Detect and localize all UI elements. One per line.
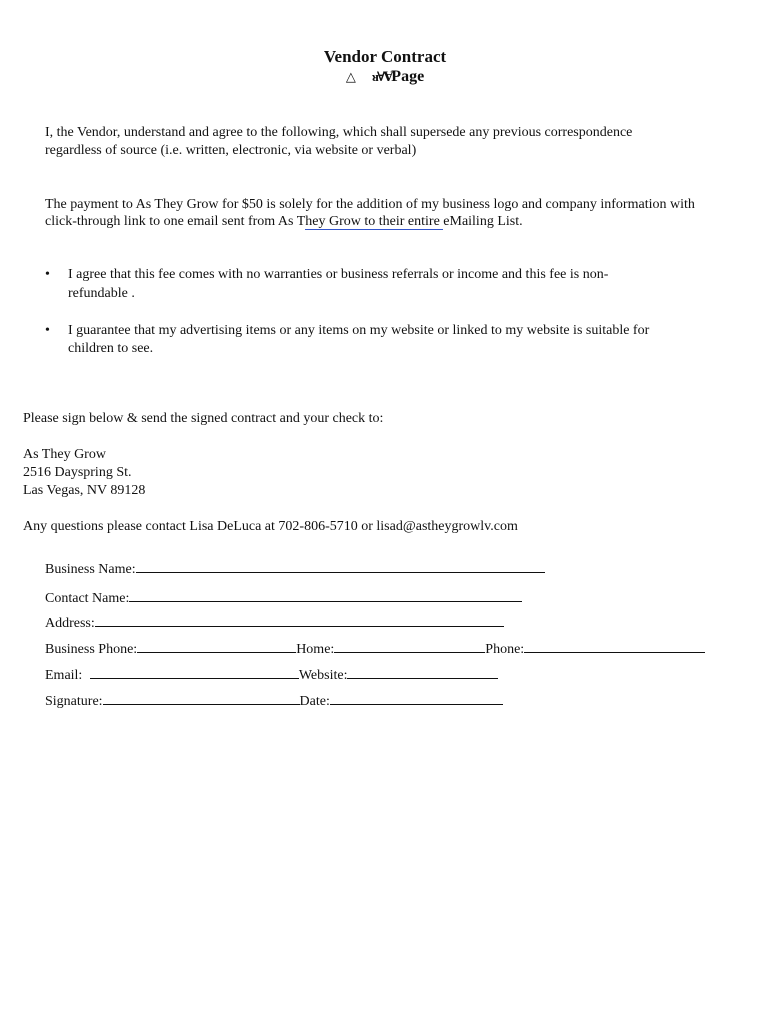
address-label: Address: — [45, 616, 95, 631]
address-field[interactable] — [95, 613, 504, 627]
date-label: Date: — [299, 694, 330, 709]
business-name-row — [45, 559, 545, 579]
signature-row — [45, 691, 503, 711]
email-field[interactable] — [90, 665, 299, 679]
bullet-1-line-1: I agree that this fee comes with no warranties or business referrals or income and this fee is non- — [68, 267, 609, 282]
phone-field[interactable] — [524, 639, 705, 653]
garbled-text: ᴚ∀Ɐ — [371, 69, 392, 84]
address-city: Las Vegas, NV 89128 — [23, 483, 146, 498]
business-phone-field[interactable] — [137, 639, 296, 653]
payment-line-1: The payment to As They Grow for $50 is solely for the addition of my business logo and company information with — [45, 197, 695, 212]
contact-line: Any questions please contact Lisa DeLuca at 702-806-5710 or lisad@astheygrowlv.com — [23, 519, 518, 534]
bullet-icon: • — [45, 267, 50, 282]
bullet-2-line-2: children to see. — [68, 341, 154, 356]
bullet-icon: • — [45, 323, 50, 338]
business-name-label: Business Name: — [45, 562, 136, 577]
bullet-2-line-1: I guarantee that my advertising items or any items on my website or linked to my website is suitable for — [68, 323, 650, 338]
intro-line-2: regardless of source (i.e. written, electronic, via website or verbal) — [45, 143, 417, 158]
subtitle-text: Page — [391, 68, 425, 85]
address-name: As They Grow — [23, 447, 106, 462]
payment-line-2 — [45, 213, 523, 231]
website-label: Website: — [298, 668, 348, 683]
address-row — [45, 613, 504, 633]
email-row — [45, 665, 498, 685]
signature-field[interactable] — [103, 691, 300, 705]
home-phone-field[interactable] — [334, 639, 485, 653]
email-label: Email: — [45, 668, 86, 683]
business-phone-label: Business Phone: — [45, 642, 138, 657]
payment-line-2-start: click-through link to one email sent from As T — [45, 214, 306, 229]
address-street: 2516 Dayspring St. — [23, 465, 132, 480]
underlined-link[interactable]: hey Grow to their entire — [305, 214, 444, 229]
date-field[interactable] — [330, 691, 503, 705]
contact-name-row — [45, 588, 522, 608]
page-title: Vendor Contract — [323, 47, 447, 66]
signature-label: Signature: — [45, 694, 103, 709]
bullet-1-line-2: refundable . — [68, 286, 135, 301]
payment-line-2-end: eMailing List. — [443, 214, 523, 229]
phone-row — [45, 639, 705, 659]
contact-name-field[interactable] — [129, 588, 522, 602]
intro-line-1: I, the Vendor, understand and agree to the following, which shall supersede any previous correspondence — [45, 125, 633, 140]
contact-name-label: Contact Name: — [45, 591, 130, 606]
page-subtitle — [0, 68, 770, 86]
triangle-icon: △ — [345, 69, 356, 84]
instructions: Please sign below & send the signed contract and your check to: — [23, 411, 384, 426]
website-field[interactable] — [347, 665, 498, 679]
home-label: Home: — [296, 642, 335, 657]
business-name-field[interactable] — [136, 559, 545, 573]
phone-label: Phone: — [485, 642, 525, 657]
